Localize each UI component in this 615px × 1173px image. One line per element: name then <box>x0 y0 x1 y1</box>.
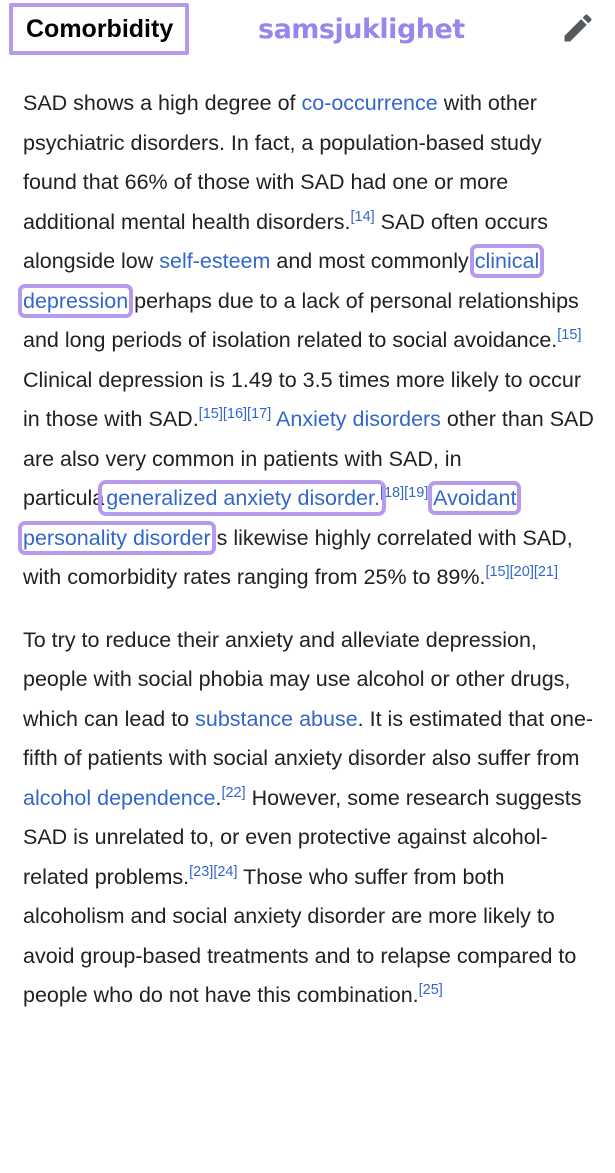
watermark-logo: samsjuklighet <box>258 14 465 45</box>
text: Clinical depression is 1.49 to 3.5 times more likely to occur in those with SAD. <box>23 367 582 431</box>
citation-18[interactable]: [18] <box>379 484 405 501</box>
citation-14[interactable]: [14] <box>350 208 375 225</box>
text: with other psychiatric disorders. In fact, a population-based study found that 66% of those with SAD had one or more additional mental health disorders. <box>23 91 542 234</box>
paragraph-comorbidity <box>23 84 595 598</box>
link-generalized-anxiety-disorder[interactable]: generalized anxiety disorder. <box>106 486 380 510</box>
text: . It is estimated that one-fifth of patients with social anxiety disorder also suffer from <box>23 706 594 770</box>
link-alcohol-dependence[interactable]: alcohol dependence <box>23 785 216 810</box>
link-substance-abuse[interactable]: substance abuse <box>195 706 358 731</box>
text: SAD shows a high degree of <box>23 91 302 115</box>
link-clinical-depression[interactable]: clinical depression <box>23 249 540 313</box>
section-header <box>0 0 615 60</box>
text: To try to reduce their anxiety and alleviate depression, people with social phobia may use alcohol or other drugs, which can lead to <box>23 627 571 731</box>
citation-24[interactable]: [24] <box>213 863 238 880</box>
text: Those who suffer from both alcoholism and social anxiety disorder are more likely to avoid group-based treatments and to relapse compared to people who do not have this combination. <box>23 864 577 1007</box>
section-title: Comorbidity <box>9 3 189 55</box>
text: s likewise highly correlated with SAD, with comorbidity rates ranging from 25% to 89%. <box>23 525 573 589</box>
link-co-occurrence[interactable]: co-occurrence <box>301 91 438 115</box>
citation-15[interactable]: [15] <box>198 405 223 422</box>
text: perhaps due to a lack of personal relationships and long periods of isolation related to social avoidance. <box>23 288 579 352</box>
citation-22[interactable]: [22] <box>221 784 246 801</box>
link-avoidant-personality-disorder[interactable]: Avoidant personality disorder <box>23 486 517 550</box>
citation-17[interactable]: [17] <box>247 405 272 422</box>
citation-20[interactable]: [20] <box>509 563 534 580</box>
paragraph-substance-use <box>23 621 595 1016</box>
citation-19[interactable]: [19] <box>404 484 429 501</box>
link-anxiety-disorders[interactable]: Anxiety disorders <box>276 407 441 431</box>
citation-16[interactable]: [16] <box>222 405 248 422</box>
article-content <box>23 84 595 1016</box>
text: . <box>215 785 222 810</box>
citation-21[interactable]: [21] <box>533 563 559 580</box>
citation-23[interactable]: [23] <box>189 863 214 880</box>
text: other than SAD are also very common in patients with SAD, in particula <box>23 407 594 510</box>
citation-15[interactable]: [15] <box>557 326 582 343</box>
text: SAD often occurs alongside low <box>23 209 548 273</box>
citation-15[interactable]: [15] <box>485 563 510 580</box>
citation-25[interactable]: [25] <box>418 981 443 998</box>
link-self-esteem[interactable]: self-esteem <box>159 249 271 273</box>
text: However, some research suggests SAD is unrelated to, or even protective against alcohol-related problems. <box>23 785 582 889</box>
text: and most commonly <box>270 249 475 273</box>
pencil-icon[interactable] <box>560 10 596 46</box>
